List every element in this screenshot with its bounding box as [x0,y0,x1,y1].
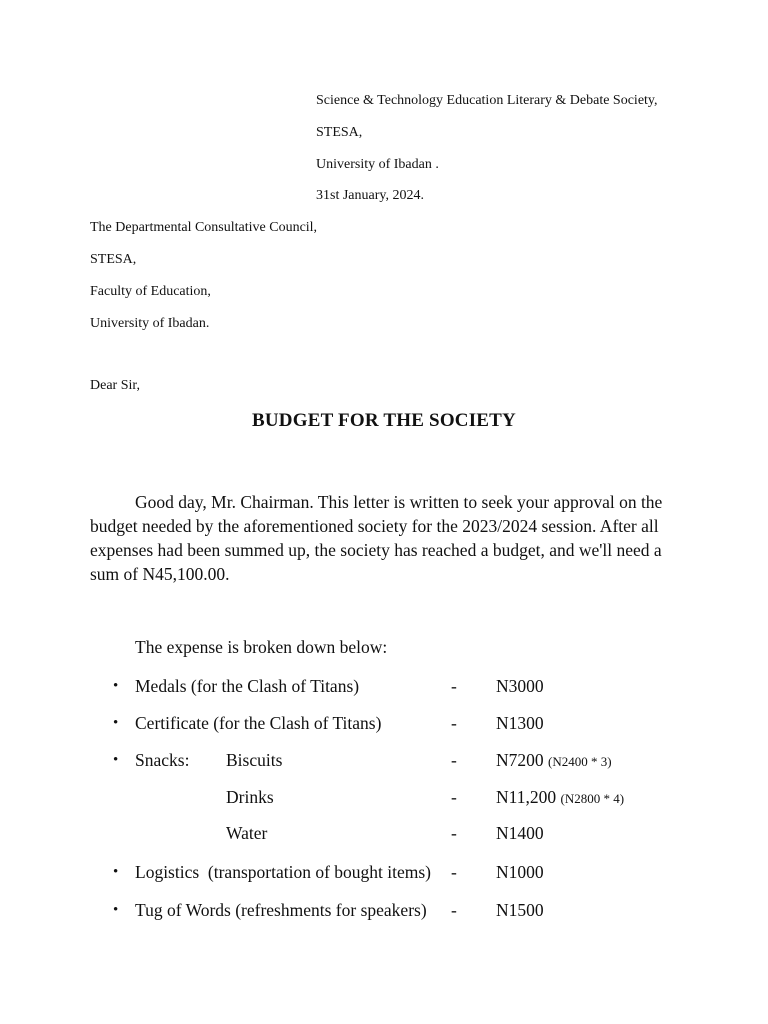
recipient-university: University of Ibadan. [90,316,210,331]
expense-label: Logistics (transportation of bought items) [135,862,431,882]
bullet-icon: • [113,752,119,768]
expense-label: Snacks: [135,750,190,770]
expense-amount [496,676,544,696]
bullet-icon: • [113,678,119,694]
expense-row-certificate [0,713,768,733]
bullet-icon: • [113,902,119,918]
amount-value: N1500 [496,900,544,920]
recipient-abbrev: STESA, [90,252,137,267]
separator-dash: - [451,676,457,696]
amount-value: N1300 [496,713,544,733]
separator-dash: - [451,750,457,770]
salutation: Dear Sir, [90,378,140,393]
expense-row-snacks-biscuits [0,750,768,770]
expense-row-medals [0,676,768,696]
expense-label: Certificate (for the Clash of Titans) [135,713,382,733]
expense-amount [496,862,544,882]
expense-row-logistics [0,862,768,882]
amount-value: N7200 [496,750,544,770]
expense-label: Tug of Words (refreshments for speakers) [135,900,427,920]
recipient-faculty: Faculty of Education, [90,284,211,299]
amount-value: N3000 [496,676,544,696]
recipient-council: The Departmental Consultative Council, [90,220,318,235]
expense-amount [496,713,544,733]
amount-note: (N2800 * 4) [560,791,625,806]
expense-row-tug-of-words [0,900,768,920]
bullet-icon: • [113,864,119,880]
expense-amount [496,787,624,809]
separator-dash: - [451,823,457,843]
expense-row-snacks-water [0,823,768,843]
sender-society-abbrev: STESA, [316,125,363,140]
expense-amount [496,900,544,920]
sender-society-name: Science & Technology Education Literary & Debate Society, [316,93,658,108]
separator-dash: - [451,787,457,807]
letter-title: BUDGET FOR THE SOCIETY [252,410,516,431]
sender-university: University of Ibadan . [316,157,439,172]
expense-sublabel: Water [226,823,268,843]
breakdown-intro: The expense is broken down below: [135,637,388,657]
body-paragraph [90,490,680,586]
amount-value: N11,200 [496,787,557,807]
amount-value: N1400 [496,823,544,843]
expense-sublabel: Drinks [226,787,274,807]
body-text: Good day, Mr. Chairman. This letter is written to seek your approval on the budget needed by the aforementioned society for the 2023/2024 session. After all expenses had been summed up, the society has reached a budget, and we'll need a sum of N45,100.00. [90,492,663,584]
expense-amount [496,823,544,843]
expense-sublabel: Biscuits [226,750,283,770]
bullet-icon: • [113,715,119,731]
expense-row-snacks-drinks [0,787,768,807]
separator-dash: - [451,900,457,920]
expense-label: Medals (for the Clash of Titans) [135,676,360,696]
letter-date: 31st January, 2024. [316,188,424,203]
separator-dash: - [451,862,457,882]
expense-amount [496,750,612,772]
separator-dash: - [451,713,457,733]
amount-value: N1000 [496,862,544,882]
amount-note: (N2400 * 3) [548,754,612,769]
